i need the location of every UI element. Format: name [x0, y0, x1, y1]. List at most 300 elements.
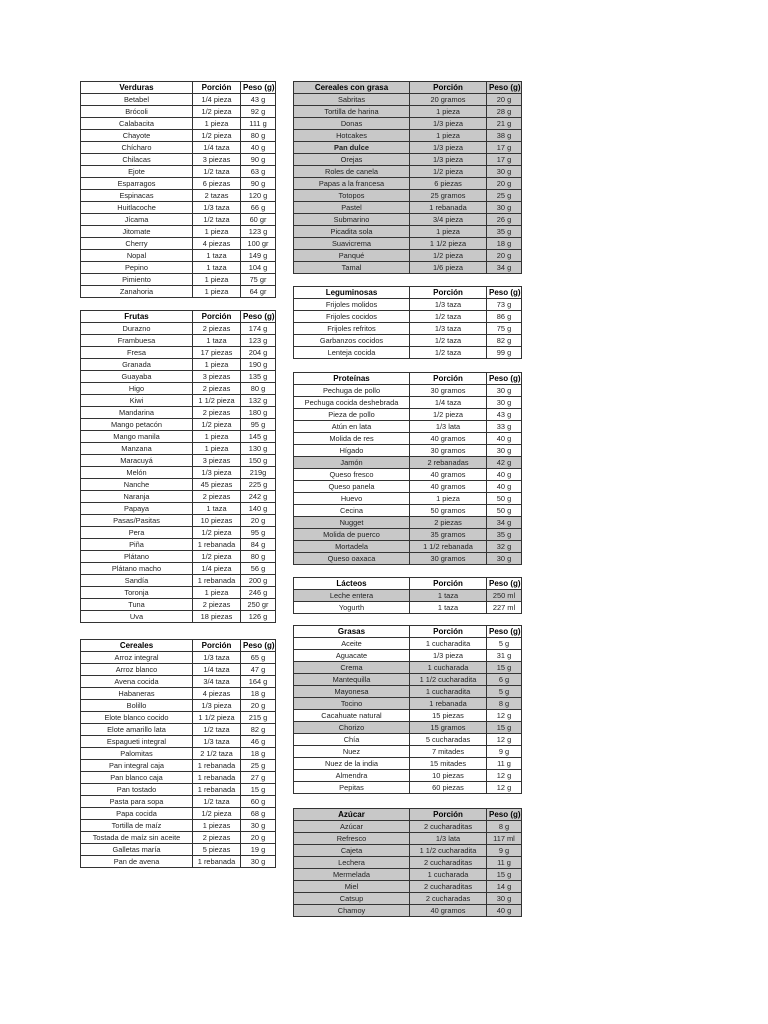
cell-portion: 20 gramos — [410, 94, 487, 106]
cell-portion: 1/3 pieza — [193, 700, 241, 712]
cell-food: Huitlacoche — [81, 202, 193, 214]
cell-weight: 35 g — [487, 226, 522, 238]
cell-weight: 12 g — [487, 710, 522, 722]
table-row — [294, 409, 522, 421]
cell-portion: 5 piezas — [193, 844, 241, 856]
cell-weight: 65 g — [241, 652, 276, 664]
table-row — [81, 166, 276, 178]
cell-portion: 1/2 taza — [410, 335, 487, 347]
table-row — [81, 503, 276, 515]
table-row — [294, 517, 522, 529]
cell-portion: 2 piezas — [193, 383, 241, 395]
cell-portion: 1 cucharada — [410, 662, 487, 674]
cell-portion: 60 piezas — [410, 782, 487, 794]
cell-portion: 2 piezas — [193, 832, 241, 844]
table-row — [294, 638, 522, 650]
header-weight: Peso (g) — [487, 626, 522, 638]
cell-food: Lenteja cocida — [294, 347, 410, 359]
table-row — [81, 832, 276, 844]
cell-weight: 135 g — [241, 371, 276, 383]
table-row — [294, 782, 522, 794]
cell-weight: 164 g — [241, 676, 276, 688]
cell-weight: 9 g — [487, 845, 522, 857]
cell-food: Mantequilla — [294, 674, 410, 686]
cell-food: Nugget — [294, 517, 410, 529]
cell-food: Mayonesa — [294, 686, 410, 698]
cell-food: Tocino — [294, 698, 410, 710]
header-food: Verduras — [81, 82, 193, 94]
cell-weight: 60 g — [241, 796, 276, 808]
cell-portion: 1 taza — [193, 262, 241, 274]
cell-weight: 40 g — [487, 433, 522, 445]
cell-food: Tuna — [81, 599, 193, 611]
table-row — [294, 481, 522, 493]
table-row — [294, 190, 522, 202]
cell-weight: 38 g — [487, 130, 522, 142]
cell-food: Orejas — [294, 154, 410, 166]
cell-food: Pasas/Pasitas — [81, 515, 193, 527]
cell-portion: 2 cucharaditas — [410, 857, 487, 869]
cell-portion: 1 1/2 pieza — [193, 712, 241, 724]
table-row — [81, 748, 276, 760]
table-row — [294, 833, 522, 845]
cell-portion: 1 pieza — [193, 286, 241, 298]
header-food: Cereales con grasa — [294, 82, 410, 94]
cell-weight: 40 g — [487, 905, 522, 917]
table-header — [294, 578, 522, 590]
table-row — [294, 178, 522, 190]
table-row — [294, 529, 522, 541]
cell-portion: 6 piezas — [193, 178, 241, 190]
cell-food: Queso panela — [294, 481, 410, 493]
cell-food: Toronja — [81, 587, 193, 599]
table-row — [81, 383, 276, 395]
table-row — [294, 553, 522, 565]
cell-portion: 1 pieza — [193, 274, 241, 286]
cell-weight: 30 g — [487, 553, 522, 565]
table-row — [294, 421, 522, 433]
cell-food: Pan blanco caja — [81, 772, 193, 784]
table-row — [81, 563, 276, 575]
cell-food: Mango petacón — [81, 419, 193, 431]
cell-food: Fresa — [81, 347, 193, 359]
cell-weight: 19 g — [241, 844, 276, 856]
cell-food: Pasta para sopa — [81, 796, 193, 808]
cell-portion: 2 1/2 taza — [193, 748, 241, 760]
cell-food: Chayote — [81, 130, 193, 142]
table-header — [81, 640, 276, 652]
cell-portion: 1/3 lata — [410, 833, 487, 845]
header-weight: Peso (g) — [241, 640, 276, 652]
table-row — [81, 700, 276, 712]
table-row — [81, 856, 276, 868]
cell-weight: 30 g — [487, 385, 522, 397]
table-header — [81, 311, 276, 323]
table-row — [81, 407, 276, 419]
cell-portion: 1/2 taza — [410, 347, 487, 359]
cell-portion: 1 cucharadita — [410, 638, 487, 650]
cell-food: Almendra — [294, 770, 410, 782]
table-row — [294, 493, 522, 505]
table-header — [294, 373, 522, 385]
cell-food: Granada — [81, 359, 193, 371]
cell-weight: 117 ml — [487, 833, 522, 845]
table-verduras — [80, 81, 276, 298]
cell-food: Papa cocida — [81, 808, 193, 820]
table-row — [294, 154, 522, 166]
cell-portion: 1 pieza — [410, 493, 487, 505]
cell-food: Plátano — [81, 551, 193, 563]
cell-food: Chamoy — [294, 905, 410, 917]
table-row — [81, 784, 276, 796]
table-row — [294, 323, 522, 335]
table-row — [81, 575, 276, 587]
cell-portion: 17 piezas — [193, 347, 241, 359]
header-food: Cereales — [81, 640, 193, 652]
header-portion: Porción — [410, 626, 487, 638]
header-food: Leguminosas — [294, 287, 410, 299]
cell-food: Totopos — [294, 190, 410, 202]
cell-weight: 42 g — [487, 457, 522, 469]
cell-portion: 1 1/2 rebanada — [410, 541, 487, 553]
table-row — [294, 335, 522, 347]
table-row — [294, 905, 522, 917]
cell-weight: 8 g — [487, 698, 522, 710]
cell-food: Cacahuate natural — [294, 710, 410, 722]
table-leguminosas — [293, 286, 522, 359]
cell-weight: 104 g — [241, 262, 276, 274]
cell-portion: 2 cucharaditas — [410, 881, 487, 893]
table-cereales — [80, 639, 276, 868]
cell-portion: 30 gramos — [410, 385, 487, 397]
table-row — [81, 587, 276, 599]
table-row — [81, 688, 276, 700]
table-row — [294, 758, 522, 770]
table-row — [294, 311, 522, 323]
table-row — [81, 371, 276, 383]
cell-portion: 1/2 taza — [193, 796, 241, 808]
cell-portion: 1/2 pieza — [410, 409, 487, 421]
cell-food: Tortilla de harina — [294, 106, 410, 118]
cell-portion: 2 piezas — [193, 491, 241, 503]
cell-portion: 3 piezas — [193, 371, 241, 383]
cell-weight: 111 g — [241, 118, 276, 130]
cell-weight: 50 g — [487, 505, 522, 517]
cell-weight: 150 g — [241, 455, 276, 467]
cell-food: Refresco — [294, 833, 410, 845]
cell-food: Chorizo — [294, 722, 410, 734]
cell-food: Arroz blanco — [81, 664, 193, 676]
cell-weight: 68 g — [241, 808, 276, 820]
table-row — [294, 650, 522, 662]
cell-weight: 18 g — [241, 688, 276, 700]
cell-weight: 63 g — [241, 166, 276, 178]
cell-portion: 1/3 pieza — [410, 118, 487, 130]
table-header — [294, 82, 522, 94]
header-food: Grasas — [294, 626, 410, 638]
cell-portion: 1 1/2 pieza — [410, 238, 487, 250]
table-row — [294, 262, 522, 274]
cell-portion: 1 cucharadita — [410, 686, 487, 698]
cell-weight: 8 g — [487, 821, 522, 833]
cell-portion: 10 piezas — [193, 515, 241, 527]
cell-portion: 3/4 pieza — [410, 214, 487, 226]
cell-weight: 20 g — [241, 832, 276, 844]
cell-weight: 40 g — [487, 481, 522, 493]
table-row — [294, 602, 522, 614]
table-row — [81, 214, 276, 226]
table-row — [81, 676, 276, 688]
cell-food: Molida de puerco — [294, 529, 410, 541]
cell-portion: 1 taza — [410, 590, 487, 602]
header-food: Proteínas — [294, 373, 410, 385]
cell-food: Sandía — [81, 575, 193, 587]
cell-weight: 15 g — [487, 869, 522, 881]
cell-weight: 227 ml — [487, 602, 522, 614]
table-row — [294, 142, 522, 154]
cell-food: Molida de res — [294, 433, 410, 445]
table-row — [294, 734, 522, 746]
cell-portion: 1 pieza — [193, 118, 241, 130]
cell-portion: 35 gramos — [410, 529, 487, 541]
cell-food: Leche entera — [294, 590, 410, 602]
cell-food: Pera — [81, 527, 193, 539]
cell-food: Pan tostado — [81, 784, 193, 796]
cell-food: Chícharo — [81, 142, 193, 154]
table-row — [81, 724, 276, 736]
table-header — [294, 287, 522, 299]
cell-food: Galletas maría — [81, 844, 193, 856]
cell-weight: 20 g — [241, 700, 276, 712]
cell-food: Pepino — [81, 262, 193, 274]
cell-portion: 1/2 pieza — [193, 130, 241, 142]
cell-portion: 1 taza — [193, 335, 241, 347]
cell-portion: 1 pieza — [193, 226, 241, 238]
table-row — [81, 664, 276, 676]
cell-portion: 18 piezas — [193, 611, 241, 623]
cell-weight: 20 g — [241, 515, 276, 527]
table-proteinas — [293, 372, 522, 565]
cell-weight: 250 ml — [487, 590, 522, 602]
header-portion: Porción — [410, 82, 487, 94]
cell-portion: 40 gramos — [410, 469, 487, 481]
cell-weight: 66 g — [241, 202, 276, 214]
table-row — [294, 722, 522, 734]
cell-weight: 30 g — [487, 445, 522, 457]
cell-weight: 30 g — [487, 893, 522, 905]
cell-portion: 4 piezas — [193, 238, 241, 250]
cell-food: Mandarina — [81, 407, 193, 419]
table-row — [294, 226, 522, 238]
table-row — [81, 238, 276, 250]
cell-portion: 1 pieza — [410, 226, 487, 238]
table-row — [81, 551, 276, 563]
cell-weight: 126 g — [241, 611, 276, 623]
table-row — [81, 808, 276, 820]
table-row — [81, 262, 276, 274]
cell-portion: 1 1/2 cucharadita — [410, 674, 487, 686]
cell-food: Avena cocida — [81, 676, 193, 688]
table-row — [81, 395, 276, 407]
cell-weight: 26 g — [487, 214, 522, 226]
cell-portion: 1 pieza — [193, 443, 241, 455]
cell-weight: 33 g — [487, 421, 522, 433]
cell-food: Tortilla de maíz — [81, 820, 193, 832]
cell-food: Panqué — [294, 250, 410, 262]
cell-portion: 1 taza — [410, 602, 487, 614]
cell-portion: 1/2 taza — [193, 166, 241, 178]
cell-weight: 11 g — [487, 758, 522, 770]
cell-weight: 250 gr — [241, 599, 276, 611]
cell-weight: 31 g — [487, 650, 522, 662]
cell-weight: 132 g — [241, 395, 276, 407]
cell-food: Sabritas — [294, 94, 410, 106]
table-row — [81, 796, 276, 808]
cell-weight: 95 g — [241, 419, 276, 431]
cell-portion: 1 pieza — [193, 431, 241, 443]
cell-food: Queso oaxaca — [294, 553, 410, 565]
cell-portion: 1 rebanada — [193, 539, 241, 551]
cell-weight: 75 g — [487, 323, 522, 335]
cell-weight: 90 g — [241, 154, 276, 166]
header-weight: Peso (g) — [487, 287, 522, 299]
cell-weight: 43 g — [487, 409, 522, 421]
cell-food: Elote blanco cocido — [81, 712, 193, 724]
table-row — [81, 190, 276, 202]
cell-food: Manzana — [81, 443, 193, 455]
table-row — [81, 178, 276, 190]
header-portion: Porción — [410, 809, 487, 821]
cell-weight: 20 g — [487, 94, 522, 106]
cell-weight: 242 g — [241, 491, 276, 503]
cell-weight: 82 g — [487, 335, 522, 347]
cell-food: Higo — [81, 383, 193, 395]
cell-weight: 246 g — [241, 587, 276, 599]
cell-weight: 35 g — [487, 529, 522, 541]
cell-food: Tostada de maíz sin aceite — [81, 832, 193, 844]
cell-food: Pan de avena — [81, 856, 193, 868]
cell-food: Crema — [294, 662, 410, 674]
cell-portion: 30 gramos — [410, 445, 487, 457]
table-row — [81, 130, 276, 142]
cell-food: Elote amarillo lata — [81, 724, 193, 736]
cell-weight: 30 g — [487, 166, 522, 178]
cell-portion: 15 piezas — [410, 710, 487, 722]
cell-food: Suavicrema — [294, 238, 410, 250]
header-weight: Peso (g) — [487, 373, 522, 385]
table-row — [81, 274, 276, 286]
cell-food: Donas — [294, 118, 410, 130]
table-row — [294, 202, 522, 214]
cell-food: Picadita sola — [294, 226, 410, 238]
cell-food: Jamón — [294, 457, 410, 469]
table-row — [294, 821, 522, 833]
cell-food: Hotcakes — [294, 130, 410, 142]
cell-food: Pimiento — [81, 274, 193, 286]
cell-portion: 1/3 taza — [410, 323, 487, 335]
table-row — [81, 467, 276, 479]
cell-portion: 1 taza — [193, 503, 241, 515]
table-frutas — [80, 310, 276, 623]
cell-portion: 6 piezas — [410, 178, 487, 190]
cell-weight: 28 g — [487, 106, 522, 118]
table-row — [81, 760, 276, 772]
cell-food: Miel — [294, 881, 410, 893]
cell-weight: 15 g — [487, 662, 522, 674]
cell-portion: 50 gramos — [410, 505, 487, 517]
cell-portion: 2 rebanadas — [410, 457, 487, 469]
cell-portion: 1/2 pieza — [193, 551, 241, 563]
cell-food: Roles de canela — [294, 166, 410, 178]
table-row — [81, 772, 276, 784]
table-row — [81, 347, 276, 359]
cell-portion: 10 piezas — [410, 770, 487, 782]
cell-portion: 1 pieza — [410, 130, 487, 142]
table-row — [81, 106, 276, 118]
cell-weight: 25 g — [241, 760, 276, 772]
cell-food: Frijoles cocidos — [294, 311, 410, 323]
cell-weight: 75 gr — [241, 274, 276, 286]
cell-weight: 123 g — [241, 335, 276, 347]
table-row — [81, 455, 276, 467]
cell-food: Atún en lata — [294, 421, 410, 433]
cell-portion: 1 pieza — [193, 359, 241, 371]
cell-weight: 47 g — [241, 664, 276, 676]
table-row — [81, 323, 276, 335]
cell-weight: 17 g — [487, 142, 522, 154]
cell-portion: 40 gramos — [410, 433, 487, 445]
cell-food: Espinacas — [81, 190, 193, 202]
header-portion: Porción — [193, 640, 241, 652]
table-row — [294, 869, 522, 881]
table-row — [294, 710, 522, 722]
cell-food: Mango manila — [81, 431, 193, 443]
cell-food: Maracuyá — [81, 455, 193, 467]
cell-portion: 1/4 pieza — [193, 94, 241, 106]
cell-weight: 5 g — [487, 638, 522, 650]
table-row — [81, 359, 276, 371]
cell-portion: 1/4 taza — [193, 142, 241, 154]
cell-portion: 1 rebanada — [193, 772, 241, 784]
cell-weight: 11 g — [487, 857, 522, 869]
cell-food: Calabacita — [81, 118, 193, 130]
table-row — [294, 881, 522, 893]
table-row — [294, 299, 522, 311]
table-row — [81, 118, 276, 130]
cell-food: Habaneras — [81, 688, 193, 700]
table-azucar — [293, 808, 522, 917]
cell-food: Nanche — [81, 479, 193, 491]
cell-portion: 1 rebanada — [193, 784, 241, 796]
table-row — [294, 250, 522, 262]
cell-food: Cecina — [294, 505, 410, 517]
cell-weight: 123 g — [241, 226, 276, 238]
table-row — [294, 505, 522, 517]
cell-food: Kiwi — [81, 395, 193, 407]
cell-portion: 2 piezas — [193, 599, 241, 611]
cell-food: Papaya — [81, 503, 193, 515]
cell-weight: 60 gr — [241, 214, 276, 226]
table-row — [294, 662, 522, 674]
table-row — [81, 527, 276, 539]
cell-portion: 1 pieza — [193, 587, 241, 599]
cell-food: Tamal — [294, 262, 410, 274]
cell-portion: 1 cucharada — [410, 869, 487, 881]
table-row — [294, 770, 522, 782]
cell-weight: 120 g — [241, 190, 276, 202]
cell-weight: 225 g — [241, 479, 276, 491]
cell-food: Jitomate — [81, 226, 193, 238]
